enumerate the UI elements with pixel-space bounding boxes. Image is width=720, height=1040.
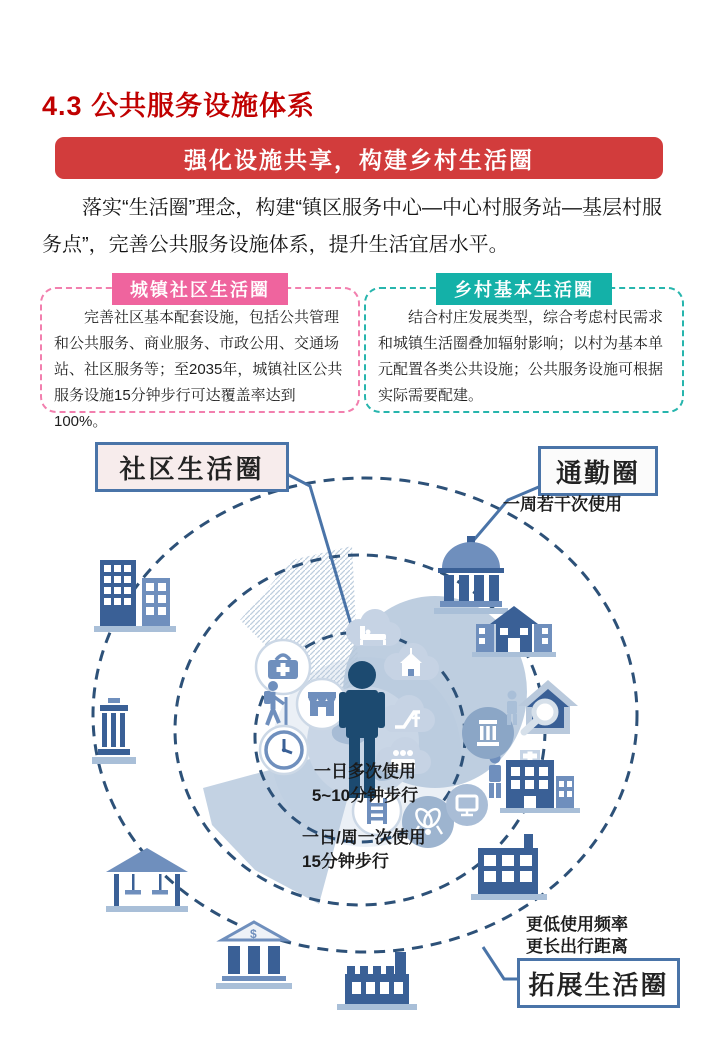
commute-circle-label-text: 通勤圈 bbox=[555, 457, 640, 488]
section-number: 4.3 bbox=[42, 91, 83, 121]
civic-monument-icon bbox=[462, 707, 514, 759]
life-circle-diagram bbox=[60, 430, 720, 1040]
section-title-text: 公共服务设施体系 bbox=[91, 91, 316, 121]
hospital-icon bbox=[489, 750, 580, 813]
first-aid-kit-icon bbox=[256, 640, 310, 694]
inner-usage-line2: 5~10分钟步行 bbox=[311, 786, 419, 805]
middle-ring-usage-note bbox=[302, 826, 482, 874]
middle-usage-line1: 一日/周一次使用 bbox=[302, 828, 426, 847]
extended-circle-label-text: 拓展生活圈 bbox=[528, 969, 669, 1000]
pavilion-swing-icon bbox=[106, 848, 188, 912]
extended-connector bbox=[483, 947, 518, 979]
extended-circle-label bbox=[517, 958, 680, 1008]
commute-circle-label bbox=[538, 446, 658, 496]
extended-note-line1: 更低使用频率 bbox=[526, 915, 628, 934]
office-towers-icon bbox=[94, 560, 176, 632]
urban-box-title: 城镇社区生活圈 bbox=[112, 273, 288, 305]
government-dome-icon bbox=[434, 536, 508, 614]
house-search-icon bbox=[518, 680, 578, 734]
apartment-building-icon bbox=[471, 834, 547, 900]
bank-icon bbox=[216, 922, 292, 989]
rural-box-body: 结合村庄发展类型，综合考虑村民需求和城镇生活圈叠加辐射影响；以村为基本单元配置各类公共设施；公共服务设施可根据实际需要配建。 bbox=[378, 309, 664, 404]
inner-usage-line1: 一日多次使用 bbox=[314, 762, 416, 781]
intro-paragraph: 落实“生活圈”理念，构建“镇区服务中心—中心村服务站—基层村服务点”，完善公共服务设施体系，提升生活宜居水平。 bbox=[42, 197, 662, 256]
extended-frequency-note bbox=[526, 914, 628, 958]
extended-note-line2: 更长出行距离 bbox=[526, 937, 628, 956]
inner-ring-usage-note bbox=[285, 760, 445, 808]
pedestrian-icon bbox=[489, 753, 501, 799]
rural-box-title: 乡村基本生活圈 bbox=[436, 273, 612, 305]
commute-frequency-note: 一周若干次使用 bbox=[503, 495, 622, 514]
television-icon bbox=[446, 784, 488, 826]
banner-text: 强化设施共享，构建乡村生活圈 bbox=[184, 146, 534, 173]
bank-symbol: $ bbox=[250, 927, 257, 941]
monument-column-icon bbox=[92, 698, 136, 764]
urban-community-box bbox=[40, 280, 360, 430]
community-circle-label-text: 社区生活圈 bbox=[119, 453, 265, 484]
rural-basic-box bbox=[364, 280, 684, 413]
page-title bbox=[42, 84, 315, 123]
middle-usage-line2: 15分钟步行 bbox=[302, 852, 389, 871]
community-circle-label bbox=[95, 442, 289, 492]
banner bbox=[55, 137, 663, 179]
factory-icon bbox=[337, 952, 417, 1010]
urban-box-body: 完善社区基本配套设施，包括公共管理和公共服务、商业服务、市政公用、交通场站、社区服务等；至2035年，城镇社区公共服务设施15分钟步行可达覆盖率达到100%。 bbox=[54, 309, 343, 430]
